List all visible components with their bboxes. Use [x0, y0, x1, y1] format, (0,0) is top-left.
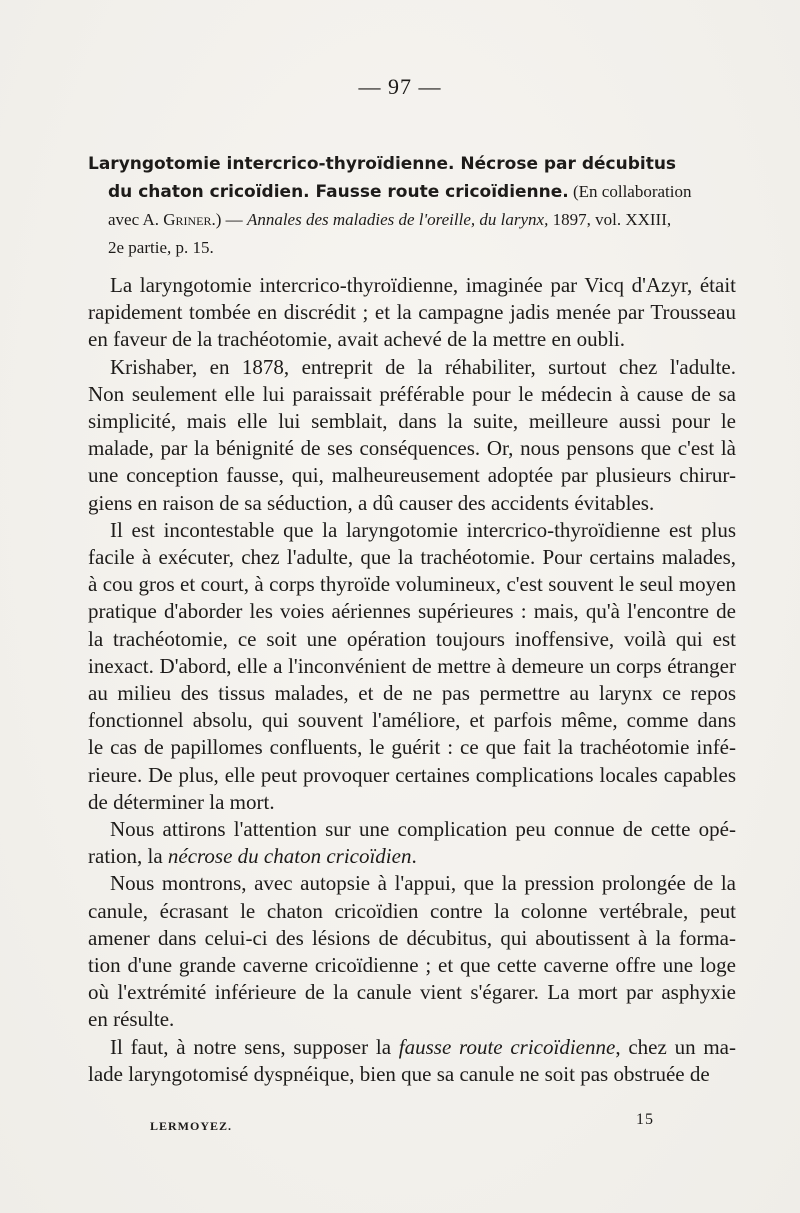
text-line: fonctionnel absolu, qui souvent l'améliore, et parfois même, comme dans — [88, 708, 736, 733]
text-line: ration, la nécrose du chaton cricoïdien. — [88, 844, 417, 869]
heading-title-line-1: Laryngotomie intercrico-thyroïdienne. Nécrose par décubitus — [88, 154, 677, 174]
text-line: malade, par la bénignité de ses conséquences. Or, nous pensons que c'est là — [88, 436, 736, 461]
page-footer — [150, 1111, 750, 1137]
heading-citation-line — [88, 206, 736, 234]
text-line: canule, écrasant le chaton cricoïdien contre la colonne vertébrale, peut — [88, 898, 736, 923]
text-line: de déterminer la mort. — [88, 789, 275, 814]
heading-collaboration: (En collaboration — [568, 182, 692, 201]
body-text — [88, 272, 736, 1088]
text-line: rapidement tombée en discrédit ; et la campagne jadis menée par Trousseau — [88, 300, 736, 325]
text-line: amener dans celui-ci des lésions de décubitus, qui aboutissent à la forma- — [88, 925, 736, 950]
italic-term: fausse route cricoïdienne — [398, 1034, 616, 1059]
paragraph — [88, 517, 736, 816]
text-line: une conception fausse, qui, malheureusement adoptée par plusieurs chirur- — [88, 463, 736, 488]
text-line: où l'extrémité inférieure de la canule vient s'égarer. La mort par asphyxie — [88, 980, 736, 1005]
paragraph — [88, 816, 736, 870]
heading-citation-sep: .) — — [211, 210, 247, 229]
text-line: inexact. D'abord, elle a l'inconvénient de mettre à demeure un corps étranger — [88, 653, 736, 678]
text-line: lade laryngotomisé dyspnéique, bien que sa canule ne soit pas obstruée de — [88, 1061, 710, 1086]
text-line: Nous attirons l'attention sur une complication peu connue de cette opé- — [110, 817, 736, 842]
text-line: Nous montrons, avec autopsie à l'appui, que la pression prolongée de la — [110, 871, 736, 896]
heading-journal: Annales des maladies de l'oreille, du larynx, — [246, 210, 549, 229]
text-line: Non seulement elle lui paraissait préférable pour le médecin à cause de sa — [88, 381, 736, 406]
text-line: au milieu des tissus malades, et de ne pas permettre au larynx ce repos — [88, 681, 736, 706]
text-line: tion d'une grande caverne cricoïdienne ; et que cette caverne offre une loge — [88, 953, 736, 978]
heading-title-line-2-text: du chaton cricoïdien. Fausse route cricoïdienne. — [108, 182, 569, 202]
heading-citation-prefix: avec A. — [108, 210, 164, 229]
text-line: giens en raison de sa séduction, a dû causer des accidents évitables. — [88, 490, 655, 515]
heading-pages: 2e partie, p. 15. — [108, 238, 214, 257]
text-line: en faveur de la trachéotomie, avait achevé de la mettre en oubli. — [88, 327, 625, 352]
text-line: le cas de papillomes confluents, le guérit : ce que fait la trachéotomie infé- — [88, 735, 736, 760]
text-line: la trachéotomie, ce soit une opération toujours inoffensive, voilà qui est — [88, 626, 736, 651]
paragraph — [88, 870, 736, 1033]
text-line: La laryngotomie intercrico-thyroïdienne, imaginée par Vicq d'Azyr, était — [110, 273, 736, 297]
heading-coauthor: Griner — [163, 210, 212, 229]
text-line: simplicité, mais elle lui semblait, dans la suite, meilleure aussi pour le — [88, 409, 736, 434]
text-line: à cou gros et court, à corps thyroïde volumineux, c'est souvent le seul moyen — [88, 572, 736, 597]
text-line: Il est incontestable que la laryngotomie intercrico-thyroïdienne est plus — [110, 517, 736, 542]
signature-folio: 15 — [636, 1111, 654, 1128]
paragraph — [88, 1034, 736, 1088]
text-line: pratique d'aborder les voies aériennes supérieures : mais, qu'à l'encontre de — [88, 599, 736, 624]
text-line: Krishaber, en 1878, entreprit de la réhabiliter, surtout chez l'adulte. — [110, 354, 736, 379]
page-number: — 97 — — [358, 74, 442, 99]
bibliographic-heading — [88, 150, 736, 262]
italic-term: nécrose du chaton cricoïdien — [167, 844, 412, 869]
heading-volume: 1897, vol. XXIII, — [548, 210, 672, 229]
text-line: rieure. De plus, elle peut provoquer certaines complications locales capables — [88, 762, 736, 787]
author-signature: LERMOYEZ. — [150, 1119, 233, 1133]
paragraph — [88, 354, 736, 517]
heading-title-line-2 — [88, 178, 736, 206]
text-line: en résulte. — [88, 1007, 175, 1032]
text-line: facile à exécuter, chez l'adulte, que la trachéotomie. Pour certains malades, — [88, 545, 736, 570]
paragraph — [88, 272, 736, 354]
text-line: Il faut, à notre sens, supposer la fausse route cricoïdienne, chez un ma- — [110, 1034, 736, 1059]
